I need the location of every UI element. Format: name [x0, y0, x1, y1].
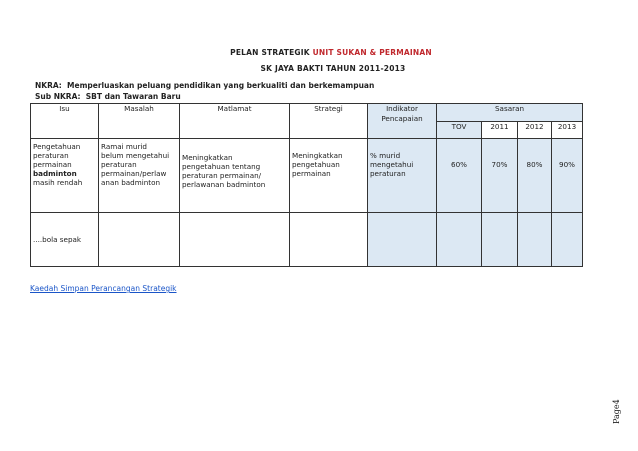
cell-isu	[31, 213, 99, 267]
header-2011: 2011	[482, 122, 518, 139]
cell-empty	[552, 213, 583, 267]
cell-matlamat	[180, 139, 290, 213]
document-title	[12, 48, 638, 57]
cell-indikator	[368, 139, 437, 213]
title-unit: UNIT SUKAN & PERMAINAN	[312, 48, 432, 57]
isu-text: Pengetahuan peraturan permainan	[33, 142, 81, 169]
value-2011: 70%	[491, 160, 508, 169]
header-masalah: Masalah	[99, 104, 180, 139]
isu-bold-text: badminton	[33, 169, 77, 178]
value-2012: 80%	[526, 160, 543, 169]
table-row	[31, 213, 583, 267]
cell-empty	[290, 213, 368, 267]
save-strategic-plan-link[interactable]: Kaedah Simpan Perancangan Strategik	[30, 284, 177, 293]
tov-value: 60%	[451, 160, 467, 169]
header-tov: TOV	[437, 122, 482, 139]
header-isu: Isu	[31, 104, 99, 139]
cell-2013	[552, 139, 583, 213]
cell-2011	[482, 139, 518, 213]
isu-text-end: masih rendah	[33, 178, 83, 187]
matlamat-text: Meningkatkan pengetahuan tentang peraturan permainan/ perlawanan badminton	[182, 153, 266, 189]
cell-2012	[518, 139, 552, 213]
title-prefix: PELAN STRATEGIK	[230, 48, 313, 57]
cell-empty	[368, 213, 437, 267]
cell-empty	[482, 213, 518, 267]
header-indikator: Indikator Pencapaian	[368, 104, 437, 139]
document-subtitle: SK JAYA BAKTI TAHUN 2011-2013	[260, 64, 406, 73]
header-sasaran: Sasaran	[437, 104, 583, 122]
value-2013: 90%	[559, 160, 575, 169]
nkra-line: NKRA: Memperluaskan peluang pendidikan yang berkualiti dan berkemampuan	[35, 81, 375, 90]
cell-strategi	[290, 139, 368, 213]
strategic-plan-table	[30, 103, 583, 267]
page-number: Page4	[612, 399, 621, 424]
header-2012: 2012	[518, 122, 552, 139]
isu-text: ....bola sepak	[33, 235, 82, 244]
header-2013: 2013	[552, 122, 583, 139]
cell-empty	[518, 213, 552, 267]
cell-tov	[437, 139, 482, 213]
cell-isu	[31, 139, 99, 213]
table-row	[31, 139, 583, 213]
cell-empty	[99, 213, 180, 267]
header-matlamat: Matlamat	[180, 104, 290, 139]
cell-masalah	[99, 139, 180, 213]
cell-empty	[180, 213, 290, 267]
header-strategi: Strategi	[290, 104, 368, 139]
sub-nkra-line: Sub NKRA: SBT dan Tawaran Baru	[35, 92, 181, 101]
strategi-text: Meningkatkan pengetahuan permainan	[292, 151, 343, 178]
cell-empty	[437, 213, 482, 267]
indikator-text: % murid mengetahui peraturan	[370, 151, 414, 178]
masalah-text: Ramai murid belum mengetahui peraturan permainan/perlaw anan badminton	[101, 142, 170, 187]
